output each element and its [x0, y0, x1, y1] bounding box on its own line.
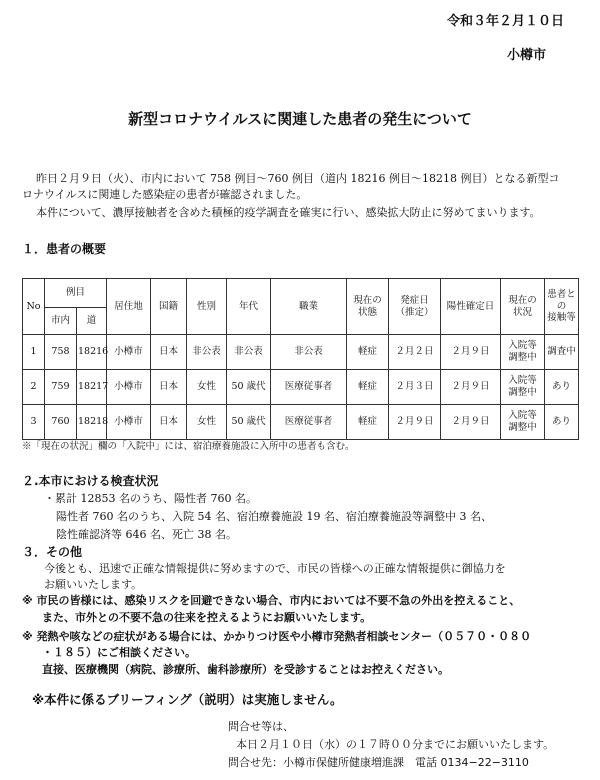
cell-situation-l2: 調整中 — [508, 387, 537, 398]
cell-case-pref: 18217 — [77, 370, 107, 405]
cell-residence: 小樽市 — [107, 370, 151, 405]
cell-situation-l1: 入院等 — [508, 375, 537, 387]
table-note: ※「現在の状況」欄の「入院中」には、宿泊療養施設に入所中の患者も含む。 — [22, 441, 355, 452]
cell-onset: ２月９日 — [389, 405, 441, 440]
cell-contact: あり — [545, 405, 579, 440]
intro-line-1: 昨日２月９日（火）、市内において 758 例目〜760 例目（道内 18216 例目〜18218 例目）となる新型コ — [36, 172, 560, 185]
cell-case-city: 760 — [45, 405, 77, 440]
section-2-line-3: 陰性確認済等 646 名、死亡 38 名。 — [56, 528, 237, 541]
section-3-title: ３．その他 — [22, 545, 83, 559]
document-date: 令和３年２月１０日 — [446, 14, 564, 29]
section-2-line-1: ・累計 12853 名のうち、陽性者 760 名。 — [44, 492, 257, 505]
header-no: No — [23, 279, 45, 335]
section-2-line-2: 陽性者 760 名のうち、入院 54 名、宿泊療養施設 19 名、宿泊療養施設等調整中 3 名、 — [56, 510, 492, 523]
cell-situation-l1: 入院等 — [508, 340, 537, 352]
cell-case-pref: 18218 — [77, 405, 107, 440]
cell-age: 非公表 — [227, 335, 271, 370]
cell-sex: 女性 — [187, 370, 227, 405]
cell-occupation: 医療従事者 — [271, 405, 347, 440]
cell-status: 軽症 — [347, 370, 389, 405]
header-onset-l2: （推定） — [395, 306, 434, 318]
cell-age: 50 歳代 — [227, 370, 271, 405]
cell-nationality: 日本 — [151, 335, 187, 370]
cell-nationality: 日本 — [151, 370, 187, 405]
cell-onset: ２月３日 — [389, 370, 441, 405]
cell-situation-l1: 入院等 — [508, 410, 537, 422]
notice-2-line-1: ※ 発熱や咳などの症状がある場合には、かかりつけ医や小樽市発熱者相談センター（０５７０・０８０ — [22, 630, 532, 643]
cell-sex: 女性 — [187, 405, 227, 440]
table-row — [23, 335, 579, 370]
cell-situation — [501, 370, 545, 405]
table-row — [23, 370, 579, 405]
section-3-line-1: 今後とも、迅速で正確な情報提供に努めますので、市民の皆様への正確な情報提供に御協力を — [44, 562, 506, 575]
briefing-note: ※本件に係るブリーフィング（説明）は実施しません。 — [32, 692, 343, 707]
cell-occupation: 非公表 — [271, 335, 347, 370]
header-onset — [389, 279, 441, 335]
cell-contact: あり — [545, 370, 579, 405]
cell-situation-l2: 調整中 — [508, 352, 537, 363]
cell-situation-l2: 調整中 — [508, 422, 537, 433]
header-case: 例目 — [45, 279, 107, 308]
cell-positive-date: ２月９日 — [441, 405, 501, 440]
header-situation-l2: 状況 — [513, 306, 533, 318]
notice-1-line-1: ※ 市民の皆様には、感染リスクを回避できない場合、市内においては不要不急の外出を控えること、 — [22, 594, 521, 607]
cell-no: 3 — [23, 405, 45, 440]
cell-no: 1 — [23, 335, 45, 370]
cell-sex: 非公表 — [187, 335, 227, 370]
inquiry-label: 問合せ等は、 — [228, 720, 294, 733]
header-status — [347, 279, 389, 335]
header-case-pref: 道 — [77, 308, 107, 335]
cell-status: 軽症 — [347, 335, 389, 370]
header-status-l2: 状態 — [358, 306, 378, 318]
cell-situation — [501, 335, 545, 370]
cell-no: 2 — [23, 370, 45, 405]
header-contact-l2: 接触等 — [547, 312, 576, 324]
notice-2-line-3: 直接、医療機関（病院、診療所、歯科診療所）を受診することはお控えください。 — [42, 663, 449, 676]
header-situation — [501, 279, 545, 335]
header-contact-l1: 患者との — [547, 288, 576, 312]
patient-table — [22, 278, 579, 440]
issuer-name: 小樽市 — [506, 48, 546, 63]
header-sex: 性別 — [187, 279, 227, 335]
cell-case-pref: 18216 — [77, 335, 107, 370]
header-contact — [545, 279, 579, 335]
header-residence: 居住地 — [107, 279, 151, 335]
inquiry-contact: 問合せ先：小樽市保健所健康増進課 電話 0134−22−3110 — [228, 756, 529, 769]
section-2-title: ２.本市における検査状況 — [22, 474, 159, 488]
cell-positive-date: ２月９日 — [441, 335, 501, 370]
section-1-title: １．患者の概要 — [22, 242, 107, 256]
notice-2-line-2: ・１８５）にご相談ください。 — [42, 646, 196, 659]
notice-1-line-2: また、市外との不要不急の往来を控えるようにお願いいたします。 — [42, 611, 372, 624]
inquiry-deadline: 本日２月１０日（水）の１７時００分までにお願いいたします。 — [236, 738, 555, 751]
document-title: 新型コロナウイルスに関連した患者の発生について — [128, 110, 472, 128]
cell-situation — [501, 405, 545, 440]
intro-line-3: 本件について、濃厚接触者を含めた積極的疫学調査を確実に行い、感染拡大防止に努めてまいります。 — [36, 206, 541, 219]
header-situation-l1: 現在の — [508, 294, 537, 306]
header-positive-date: 陽性確定日 — [441, 279, 501, 335]
cell-positive-date: ２月９日 — [441, 370, 501, 405]
header-status-l1: 現在の — [353, 294, 382, 306]
header-occupation: 職業 — [271, 279, 347, 335]
cell-nationality: 日本 — [151, 405, 187, 440]
intro-line-2: ロナウイルスに関連した感染症の患者が確認されました。 — [22, 188, 308, 201]
header-nationality: 国籍 — [151, 279, 187, 335]
cell-status: 軽症 — [347, 405, 389, 440]
cell-age: 50 歳代 — [227, 405, 271, 440]
cell-onset: ２月２日 — [389, 335, 441, 370]
cell-occupation: 医療従事者 — [271, 370, 347, 405]
header-case-city: 市内 — [45, 308, 77, 335]
section-3-line-2: お願いいたします。 — [44, 578, 143, 591]
header-onset-l1: 発症日 — [400, 294, 429, 306]
cell-residence: 小樽市 — [107, 335, 151, 370]
cell-case-city: 759 — [45, 370, 77, 405]
header-age: 年代 — [227, 279, 271, 335]
table-row — [23, 405, 579, 440]
cell-contact: 調査中 — [545, 335, 579, 370]
cell-case-city: 758 — [45, 335, 77, 370]
cell-residence: 小樽市 — [107, 405, 151, 440]
